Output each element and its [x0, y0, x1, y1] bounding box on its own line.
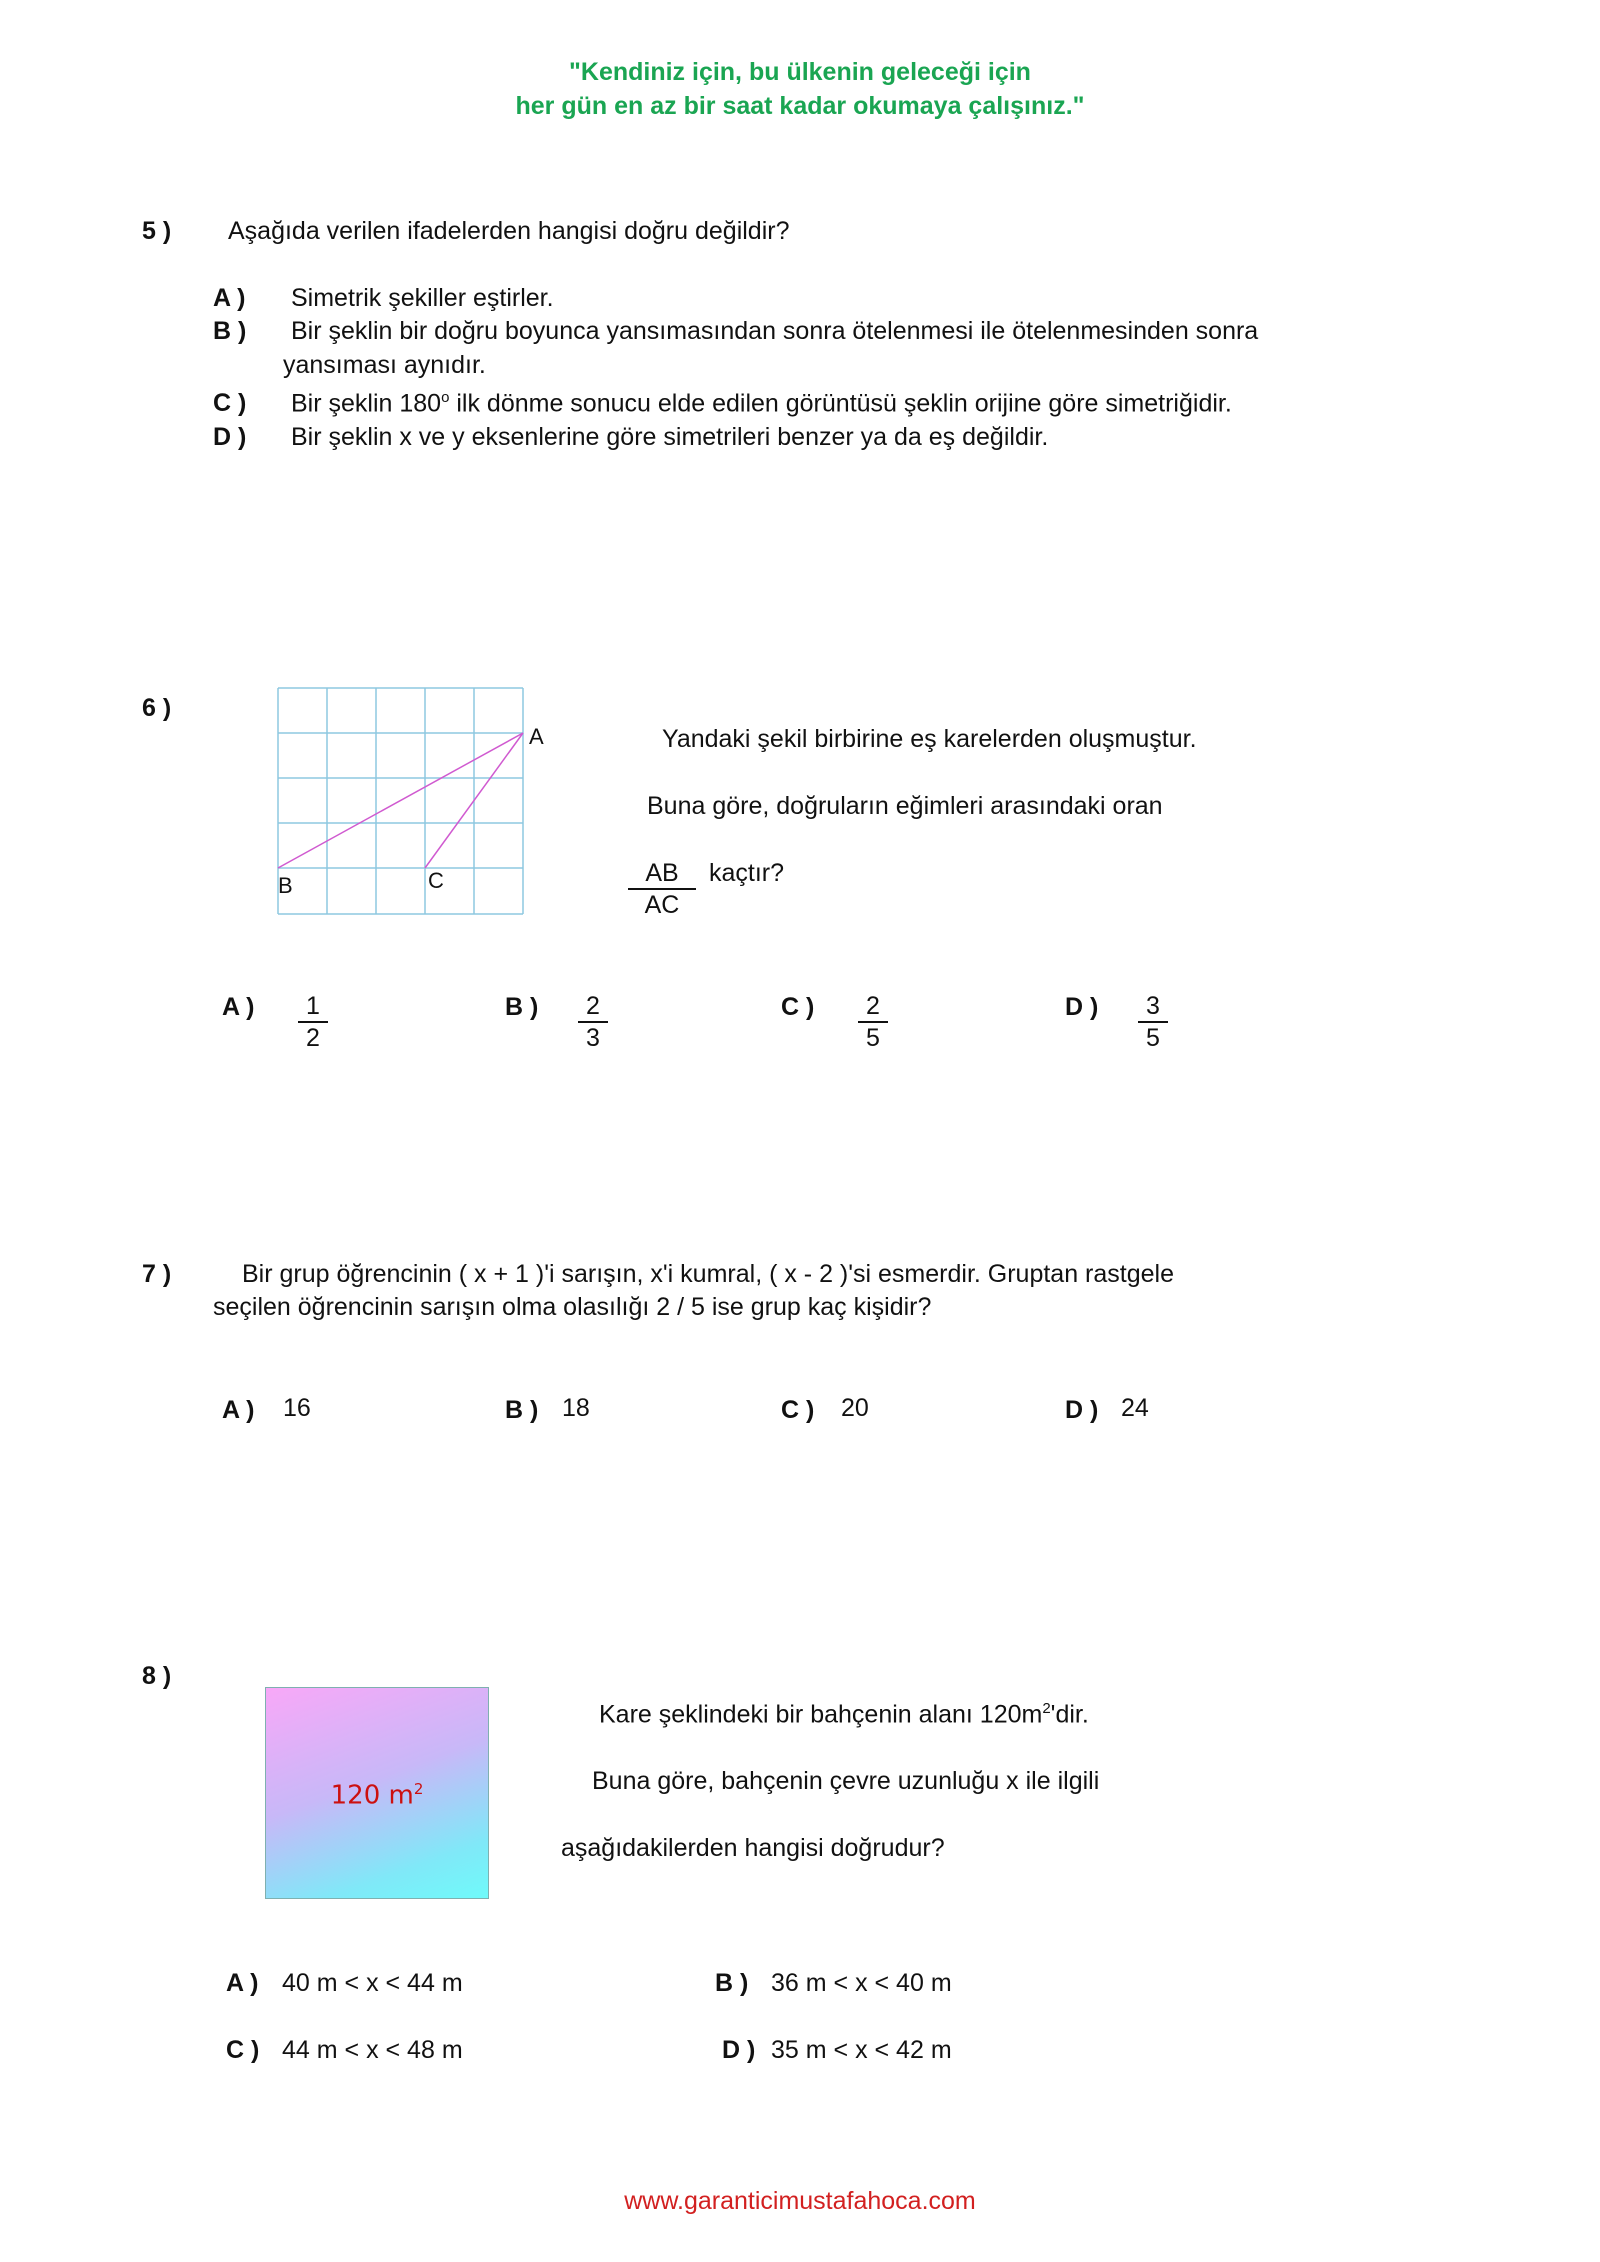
ratio-fraction — [628, 858, 696, 920]
option-a-label[interactable]: A ) — [213, 284, 246, 312]
option-d-fraction: $\frac{3}{5}$ — [1138, 991, 1168, 1053]
point-a-label: A — [529, 724, 544, 749]
ratio-numerator: AB — [628, 858, 696, 890]
option-a-fraction: $\frac{1}{2}$ — [298, 991, 328, 1053]
header-quote-line-2: her gün en az bir saat kadar okumaya çalışınız." — [515, 92, 1085, 120]
grid-figure — [270, 680, 550, 920]
point-c-label: C — [428, 868, 444, 893]
option-c-label[interactable]: C ) — [226, 2036, 260, 2064]
option-a-label[interactable]: A ) — [226, 1969, 259, 1997]
question-text-line-2: seçilen öğrencinin sarışın olma olasılığı 2 / 5 ise grup kaç kişidir? — [213, 1293, 932, 1321]
question-text-line-2: Buna göre, bahçenin çevre uzunluğu x ile ilgili — [592, 1767, 1100, 1795]
option-d-value: 24 — [1121, 1394, 1149, 1422]
option-b-label[interactable]: B ) — [505, 993, 539, 1021]
ratio-denominator: AC — [644, 891, 680, 919]
option-d-label[interactable]: D ) — [722, 2036, 756, 2064]
garden-area-label: 120 $m^2$ — [330, 1780, 424, 1811]
point-b-label: B — [278, 873, 293, 898]
question-number: 8 ) — [142, 1662, 172, 1690]
option-b-text-continued: yansıması aynıdır. — [283, 351, 486, 379]
question-text-line-1: Bir grup öğrencinin ( x + 1 )'i sarışın, x'i kumral, ( x - 2 )'si esmerdir. Gruptan rastgele — [242, 1260, 1174, 1288]
option-d-label[interactable]: D ) — [213, 423, 247, 451]
question-number: 7 ) — [142, 1260, 172, 1288]
option-c-label[interactable]: C ) — [781, 1396, 815, 1424]
option-c-label[interactable]: C ) — [213, 389, 247, 417]
option-b-label[interactable]: B ) — [715, 1969, 749, 1997]
option-a-value: 16 — [283, 1394, 311, 1422]
option-b-text: 36 m < x < 40 m — [771, 1969, 952, 1997]
option-b-label[interactable]: B ) — [213, 317, 247, 345]
option-a-text: 40 m < x < 44 m — [282, 1969, 463, 1997]
ratio-suffix: kaçtır? — [709, 859, 785, 887]
option-b-text: Bir şeklin bir doğru boyunca yansımasından sonra ötelenmesi ile ötelenmesinden sonra — [291, 317, 1259, 345]
footer-website-link[interactable]: www.garanticimustafahoca.com — [624, 2187, 976, 2215]
option-d-label[interactable]: D ) — [1065, 1396, 1099, 1424]
option-a-label[interactable]: A ) — [222, 993, 255, 1021]
question-text: Aşağıda verilen ifadelerden hangisi doğru değildir? — [228, 217, 790, 245]
option-b-label[interactable]: B ) — [505, 1396, 539, 1424]
question-number: 5 ) — [142, 217, 172, 245]
garden-square-figure — [265, 1687, 489, 1899]
option-c-label[interactable]: C ) — [781, 993, 815, 1021]
option-d-label[interactable]: D ) — [1065, 993, 1099, 1021]
option-b-value: 18 — [562, 1394, 590, 1422]
option-a-label[interactable]: A ) — [222, 1396, 255, 1424]
option-c-value: 20 — [841, 1394, 869, 1422]
segment-ab — [278, 733, 523, 868]
option-a-text: Simetrik şekiller eştirler. — [291, 284, 554, 312]
question-number: 6 ) — [142, 694, 172, 722]
option-c-text: 44 m < x < 48 m — [282, 2036, 463, 2064]
question-text-line-1: Kare şeklindeki bir bahçenin alanı $120m^2'dir$. — [599, 1700, 1089, 1729]
question-text-line-2: Buna göre, doğruların eğimleri arasındaki oran — [647, 792, 1163, 820]
option-c-text: Bir şeklin 180$^o$ ilk dönme sonucu elde edilen görüntüsü şeklin orijine göre simetriğidir. — [291, 389, 1232, 418]
option-c-fraction: $\frac{2}{5}$ — [858, 991, 888, 1053]
header-quote-line-1: "Kendiniz için, bu ülkenin geleceği için — [569, 58, 1031, 86]
question-text-line-3: aşağıdakilerden hangisi doğrudur? — [561, 1834, 945, 1862]
option-b-fraction: $\frac{2}{3}$ — [578, 991, 608, 1053]
option-d-text: 35 m < x < 42 m — [771, 2036, 952, 2064]
option-d-text: Bir şeklin x ve y eksenlerine göre simetrileri benzer ya da eş değildir. — [291, 423, 1049, 451]
question-text-line-1: Yandaki şekil birbirine eş karelerden oluşmuştur. — [662, 725, 1197, 753]
